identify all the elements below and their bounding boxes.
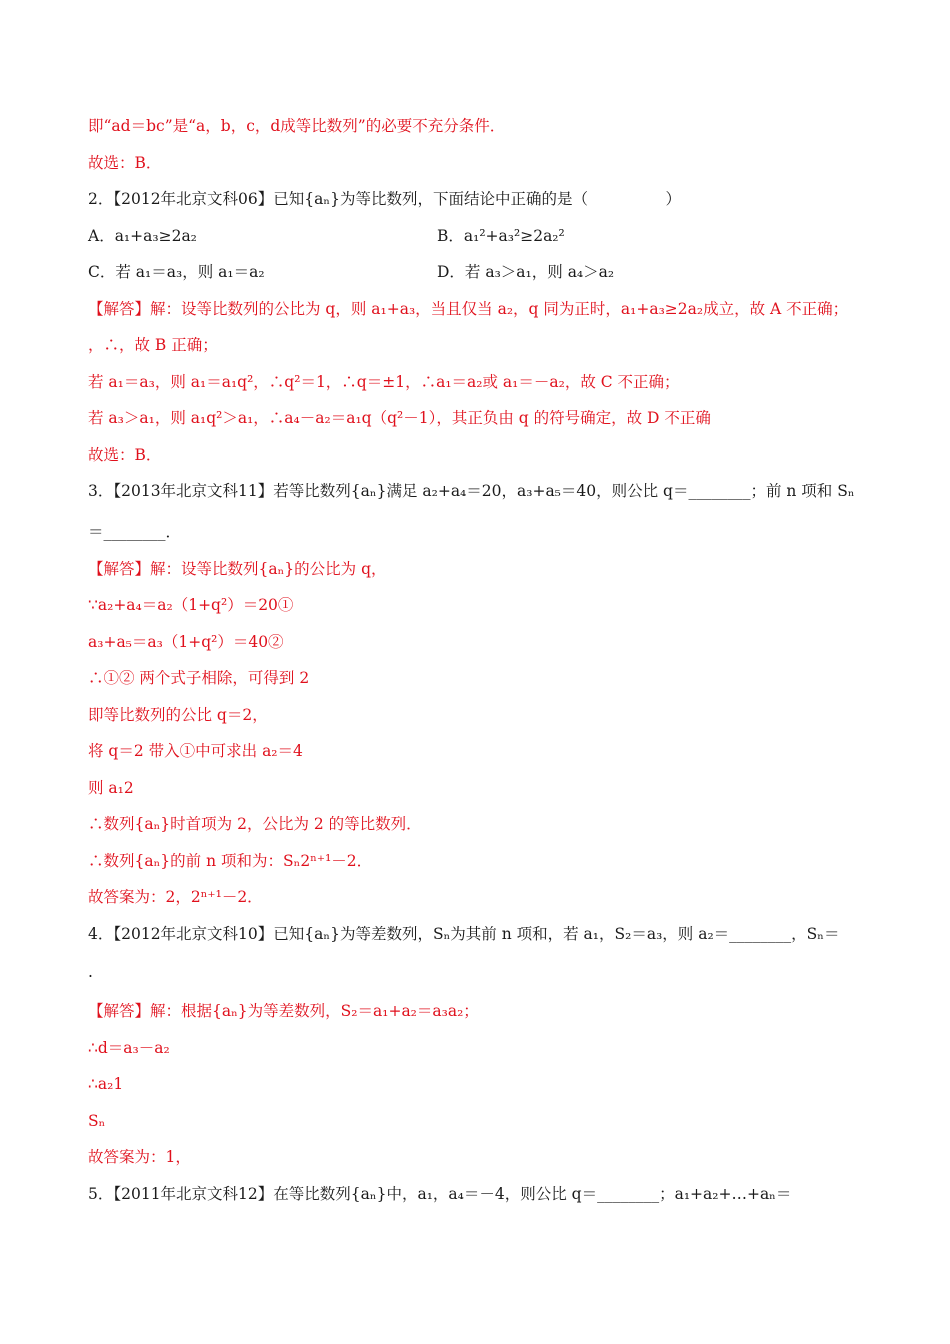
question-2: 2．【2012年北京文科06】已知{aₙ}为等比数列，下面结论中正确的是（ ） — [88, 190, 681, 208]
answer-3-line-1: 【解答】解：设等比数列{aₙ}的公比为 q， — [88, 560, 387, 578]
answer-3-line-9: ∴数列{aₙ}的前 n 项和为：Sₙ2ⁿ⁺¹－2． — [88, 852, 373, 870]
answer-3-line-5: 即等比数列的公比 q＝2， — [88, 706, 268, 724]
answer-2-choice: 故选：B． — [88, 446, 162, 464]
question-3: 3．【2013年北京文科11】若等比数列{aₙ}满足 a₂+a₄＝20，a₃+a₅＝40，则公比 q＝________；前 n 项和 Sₙ — [88, 482, 855, 500]
answer-4-line-4: Sₙ — [88, 1112, 106, 1130]
text-line-1: 即“ad＝bc”是“a，b，c，d成等比数列”的必要不充分条件． — [88, 117, 506, 135]
answer-3-line-2: ∵a₂+a₄＝a₂（1+q²）＝20① — [88, 596, 294, 614]
option-c: C．若 a₁＝a₃，则 a₁＝a₂ — [88, 263, 265, 281]
answer-4-line-3: ∴a₂1 — [88, 1075, 124, 1093]
answer-3-line-8: ∴数列{aₙ}时首项为 2，公比为 2 的等比数列． — [88, 815, 422, 833]
answer-2-line-2: ，∴，故 B 正确； — [88, 336, 218, 354]
option-a: A．a₁+a₃≥2a₂ — [88, 227, 197, 245]
text-line-2: 故选：B． — [88, 154, 162, 172]
answer-2-line-3: 若 a₁＝a₃，则 a₁＝a₁q²，∴q²＝1，∴q＝±1，∴a₁＝a₂或 a₁＝－a₂，故 C 不正确； — [88, 373, 680, 391]
question-4-cont: . — [88, 963, 93, 981]
option-d: D．若 a₃＞a₁，则 a₄＞a₂ — [437, 263, 615, 281]
answer-3-line-7: 则 a₁2 — [88, 779, 134, 797]
answer-3-line-3: a₃+a₅＝a₃（1+q²）＝40② — [88, 633, 284, 651]
answer-3-line-4: ∴①② 两个式子相除，可得到 2 — [88, 669, 310, 687]
question-5: 5．【2011年北京文科12】在等比数列{aₙ}中，a₁，a₄＝－4，则公比 q＝________；a₁+a₂+…+aₙ＝ — [88, 1185, 792, 1203]
answer-2-line-4: 若 a₃＞a₁，则 a₁q²＞a₁，∴a₄－a₂＝a₁q（q²－1），其正负由 q 的符号确定，故 D 不正确 — [88, 409, 711, 427]
answer-4-line-2: ∴d＝a₃－a₂ — [88, 1039, 170, 1057]
answer-2-line-1: 【解答】解：设等比数列的公比为 q，则 a₁+a₃，当且仅当 a₂，q 同为正时，a₁+a₃≥2a₂成立，故 A 不正确； — [88, 300, 849, 318]
option-b: B．a₁²+a₃²≥2a₂² — [437, 227, 565, 245]
answer-4-line-1: 【解答】解：根据{aₙ}为等差数列，S₂＝a₁+a₂＝a₃a₂； — [88, 1002, 479, 1020]
answer-3-line-6: 将 q＝2 带入①中可求出 a₂＝4 — [88, 742, 303, 760]
answer-3-final: 故答案为：2，2ⁿ⁺¹－2． — [88, 888, 263, 906]
question-3-cont: ＝________． — [88, 523, 182, 541]
answer-4-final: 故答案为：1， — [88, 1148, 191, 1166]
question-4: 4．【2012年北京文科10】已知{aₙ}为等差数列，Sₙ为其前 n 项和，若 a₁，S₂＝a₃，则 a₂＝________，Sₙ＝ — [88, 925, 840, 943]
